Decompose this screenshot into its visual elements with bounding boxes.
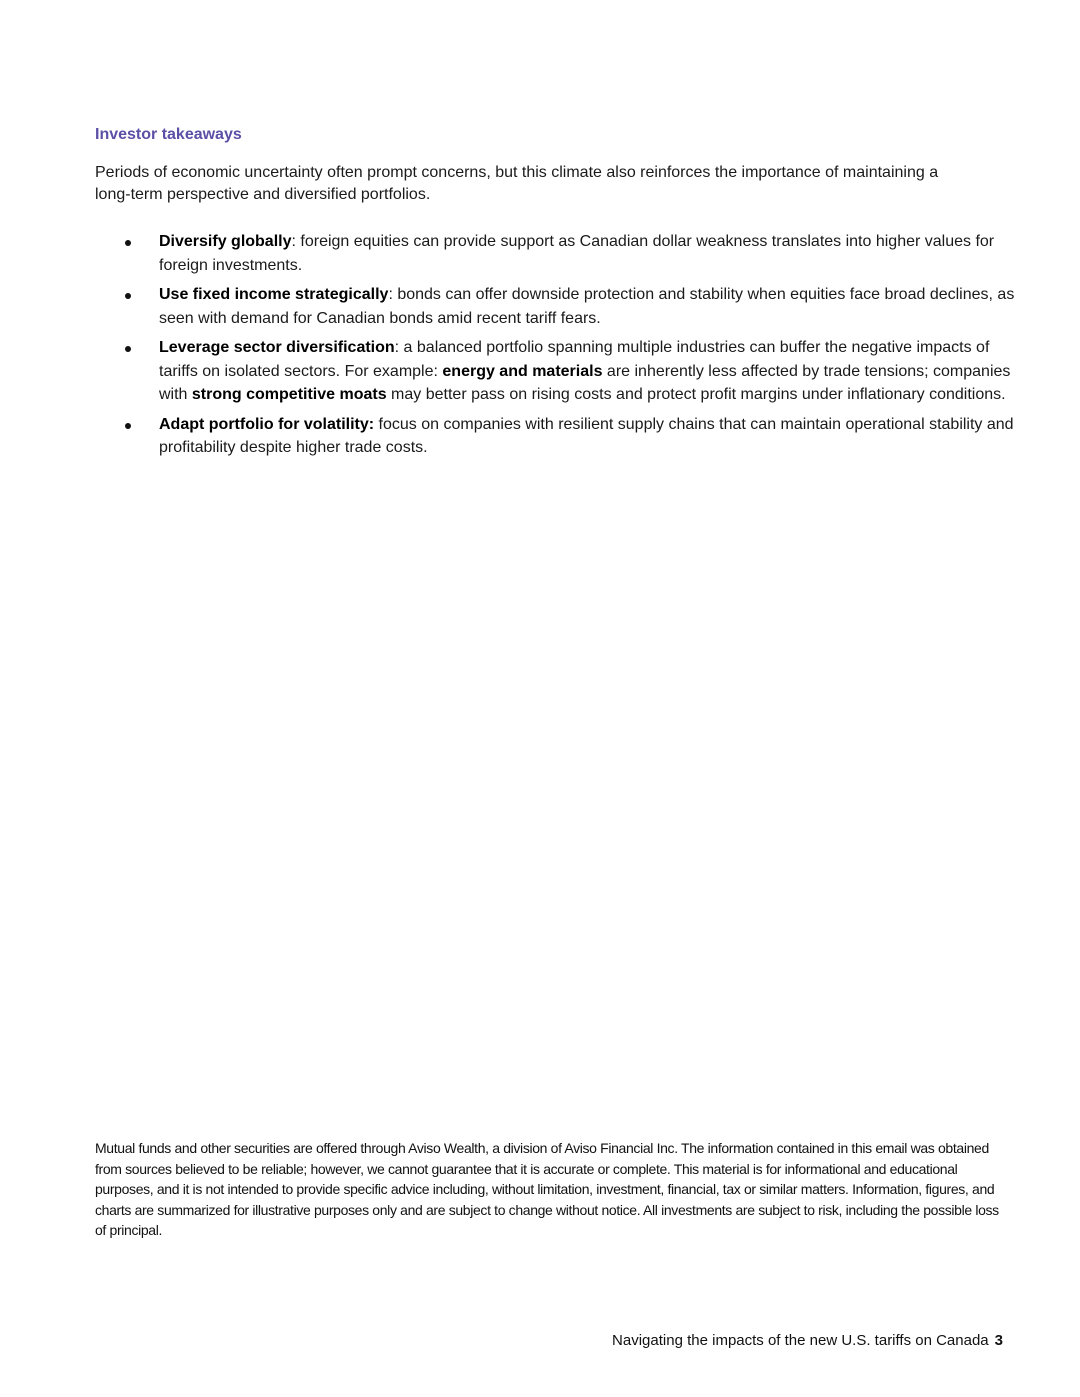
list-item bbox=[95, 413, 1015, 460]
bullet-icon bbox=[125, 346, 131, 352]
bullet-icon bbox=[125, 240, 131, 246]
bullet-lead: Leverage sector diversification bbox=[159, 339, 395, 356]
page-footer bbox=[612, 1332, 1003, 1349]
bullet-icon bbox=[125, 423, 131, 429]
list-item bbox=[95, 283, 1015, 330]
list-item bbox=[95, 336, 1015, 407]
bullet-lead: Diversify globally bbox=[159, 233, 292, 250]
bullet-text: focus on companies with resilient supply chains that can maintain operational stability and profitability despite higher trade costs. bbox=[159, 415, 1014, 456]
footer-title: Navigating the impacts of the new U.S. tariffs on Canada bbox=[612, 1332, 989, 1349]
bullet-emphasis: strong competitive moats bbox=[191, 386, 387, 403]
intro-paragraph: Periods of economic uncertainty often prompt concerns, but this climate also reinforces the importance of maintaining a long-term perspective and diversified portfolios. bbox=[95, 164, 939, 203]
takeaways-list bbox=[95, 230, 1015, 466]
bullet-text: may better pass on rising costs and protect profit margins under inflationary conditions. bbox=[386, 386, 1006, 403]
disclaimer-text: Mutual funds and other securities are offered through Aviso Wealth, a division of Aviso Financial Inc. The information contained in this email was obtained from sources believed to be reliable; however, we cannot guarantee that it is accurate or complete. This material is for informational and educational purposes, and it is not intended to provide specific advice including, without limitation, investment, financial, tax or similar matters. Information, figures, and charts are summarized for illustrative purposes only and are subject to change without notice. All investments are subject to risk, including the possible loss of principal. bbox=[95, 1140, 999, 1238]
bullet-text: : bonds can offer downside protection and stability when equities face broad declines, as seen with demand for Canadian bonds amid recent tariff fears. bbox=[159, 286, 1015, 327]
bullet-lead: Use fixed income strategically bbox=[159, 286, 389, 303]
list-item bbox=[95, 230, 1015, 277]
bullet-text: : foreign equities can provide support as Canadian dollar weakness translates into higher values for foreign investments. bbox=[159, 233, 995, 274]
bullet-icon bbox=[125, 293, 131, 299]
bullet-text: are inherently less affected by trade tensions; companies with bbox=[159, 362, 1011, 403]
bullet-lead: Adapt portfolio for volatility: bbox=[159, 415, 375, 433]
section-heading: Investor takeaways bbox=[95, 126, 242, 143]
bullet-text: : a balanced portfolio spanning multiple industries can buffer the negative impacts of tariffs on isolated sectors. For example: bbox=[159, 339, 990, 380]
page-number: 3 bbox=[994, 1332, 1003, 1349]
bullet-emphasis: energy and materials bbox=[442, 362, 603, 380]
